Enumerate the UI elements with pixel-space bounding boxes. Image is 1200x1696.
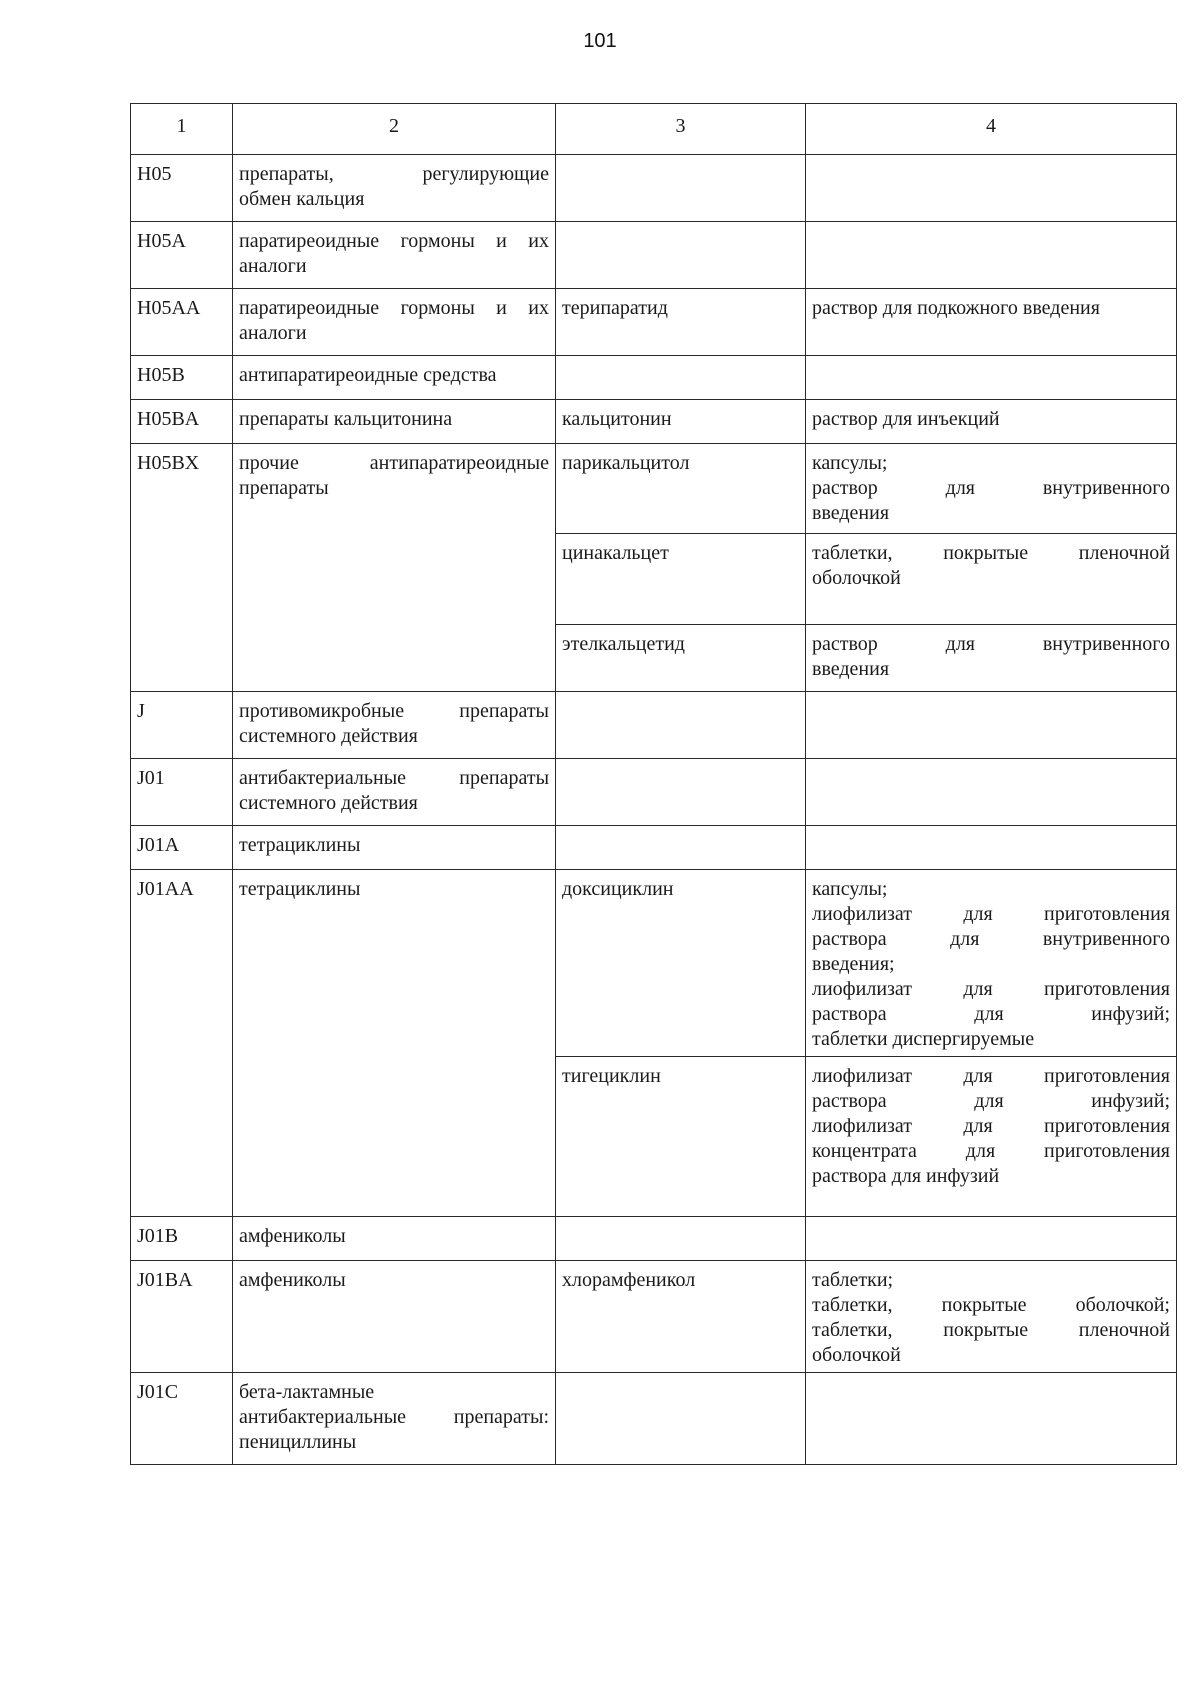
cell-text-line: раствора для инфузий; [812,1090,1170,1112]
group-name-cell [233,1261,556,1373]
cell-text-line: капсулы; [812,878,888,900]
cell-text-line: раствор для внутривенного [812,633,1170,655]
drug-name-cell [556,1217,806,1261]
drug-name-cell: хлорамфеникол [556,1261,806,1373]
atc-code-cell: J01B [131,1217,233,1261]
atc-code-cell: J01 [131,759,233,826]
cell-text-line: таблетки, покрытые пленочной [812,1319,1170,1341]
cell-text-line: аналоги [239,322,307,344]
table-row [131,826,1177,870]
column-header: 4 [806,104,1177,155]
drug-name-cell: терипаратид [556,289,806,356]
dosage-forms-cell [806,625,1177,692]
table-row [131,289,1177,356]
cell-text-line: антибактериальные препараты: [239,1406,549,1428]
group-name-cell [233,870,556,1217]
cell-text-line: раствора для инфузий [812,1165,1000,1187]
drug-name-cell: доксициклин [556,870,806,1057]
column-header: 1 [131,104,233,155]
cell-text-line: таблетки; [812,1269,894,1291]
table-row [131,155,1177,222]
dosage-forms-cell [806,1373,1177,1465]
cell-text-line: бета-лактамные [239,1381,375,1403]
cell-text-line: аналоги [239,255,307,277]
dosage-forms-cell [806,826,1177,870]
atc-code-cell: H05BA [131,400,233,444]
table-row [131,222,1177,289]
cell-text-line: оболочкой [812,567,901,589]
cell-text-line: раствор для подкожного введения [812,297,1100,319]
drug-name-cell [556,1373,806,1465]
column-header: 3 [556,104,806,155]
table-row [131,759,1177,826]
column-header: 2 [233,104,556,155]
drug-name-cell [556,356,806,400]
drug-name-cell [556,826,806,870]
atc-code-cell: H05B [131,356,233,400]
cell-text-line: капсулы; [812,452,888,474]
cell-text-line: лиофилизат для приготовления [812,903,1170,925]
atc-code-cell: H05 [131,155,233,222]
dosage-forms-cell [806,155,1177,222]
dosage-forms-cell [806,1217,1177,1261]
cell-text-line: препараты, регулирующие [239,163,549,185]
table-row [131,870,1177,1057]
dosage-forms-cell [806,289,1177,356]
cell-text-line: препараты кальцитонина [239,408,453,430]
cell-text-line: препараты [239,477,329,499]
dosage-forms-cell [806,444,1177,534]
drug-name-cell [556,692,806,759]
group-name-cell [233,222,556,289]
group-name-cell [233,289,556,356]
table-row [131,356,1177,400]
cell-text-line: таблетки диспергируемые [812,1028,1035,1050]
dosage-forms-cell [806,222,1177,289]
drug-name-cell: этелкальцетид [556,625,806,692]
table-row [131,1217,1177,1261]
atc-code-cell: H05AA [131,289,233,356]
group-name-cell [233,356,556,400]
group-name-cell [233,1373,556,1465]
cell-text-line: амфениколы [239,1225,346,1247]
group-name-cell [233,692,556,759]
table-row [131,692,1177,759]
cell-text-line: лиофилизат для приготовления [812,978,1170,1000]
table-row [131,1261,1177,1373]
dosage-forms-cell [806,870,1177,1057]
cell-text-line: оболочкой [812,1344,901,1366]
atc-code-cell: J01C [131,1373,233,1465]
cell-text-line: раствора для внутривенного [812,928,1170,950]
cell-text-line: лиофилизат для приготовления [812,1065,1170,1087]
group-name-cell [233,759,556,826]
dosage-forms-cell [806,1057,1177,1217]
dosage-forms-cell [806,692,1177,759]
cell-text-line: противомикробные препараты [239,700,549,722]
atc-code-cell: J [131,692,233,759]
page-number: 101 [583,30,617,52]
cell-text-line: антипаратиреоидные средства [239,364,497,386]
table-body [131,155,1177,1465]
drug-name-cell [556,222,806,289]
cell-text-line: паратиреоидные гормоны и их [239,230,549,252]
cell-text-line: тетрациклины [239,878,361,900]
dosage-forms-cell [806,356,1177,400]
cell-text-line: введения [812,658,890,680]
cell-text-line: прочие антипаратиреоидные [239,452,549,474]
cell-text-line: введения [812,502,890,524]
drug-name-cell: парикальцитол [556,444,806,534]
group-name-cell [233,826,556,870]
cell-text-line: амфениколы [239,1269,346,1291]
cell-text-line: системного действия [239,792,418,814]
drug-name-cell: кальцитонин [556,400,806,444]
cell-text-line: таблетки, покрытые оболочкой; [812,1294,1170,1316]
cell-text-line: раствор для внутривенного [812,477,1170,499]
group-name-cell [233,1217,556,1261]
cell-text-line: концентрата для приготовления [812,1140,1170,1162]
cell-text-line: тетрациклины [239,834,361,856]
cell-text-line: введения; [812,953,895,975]
cell-text-line: обмен кальция [239,188,365,210]
dosage-forms-cell [806,534,1177,625]
table-header-row [131,104,1177,155]
table-row [131,444,1177,534]
drug-name-cell [556,759,806,826]
cell-text-line: раствора для инфузий; [812,1003,1170,1025]
atc-code-cell: H05BX [131,444,233,692]
drug-name-cell [556,155,806,222]
atc-code-cell: J01AA [131,870,233,1217]
cell-text-line: раствор для инъекций [812,408,1000,430]
atc-code-cell: H05A [131,222,233,289]
cell-text-line: паратиреоидные гормоны и их [239,297,549,319]
dosage-forms-cell [806,1261,1177,1373]
cell-text-line: системного действия [239,725,418,747]
table-row [131,400,1177,444]
cell-text-line: лиофилизат для приготовления [812,1115,1170,1137]
cell-text-line: антибактериальные препараты [239,767,549,789]
drug-name-cell: тигециклин [556,1057,806,1217]
atc-code-cell: J01BA [131,1261,233,1373]
cell-text-line: пенициллины [239,1431,357,1453]
dosage-forms-cell [806,759,1177,826]
atc-code-cell: J01A [131,826,233,870]
dosage-forms-cell [806,400,1177,444]
group-name-cell [233,400,556,444]
drug-classification-table [130,103,1177,1465]
group-name-cell [233,444,556,692]
group-name-cell [233,155,556,222]
table-row [131,1373,1177,1465]
cell-text-line: таблетки, покрытые пленочной [812,542,1170,564]
drug-name-cell: цинакальцет [556,534,806,625]
